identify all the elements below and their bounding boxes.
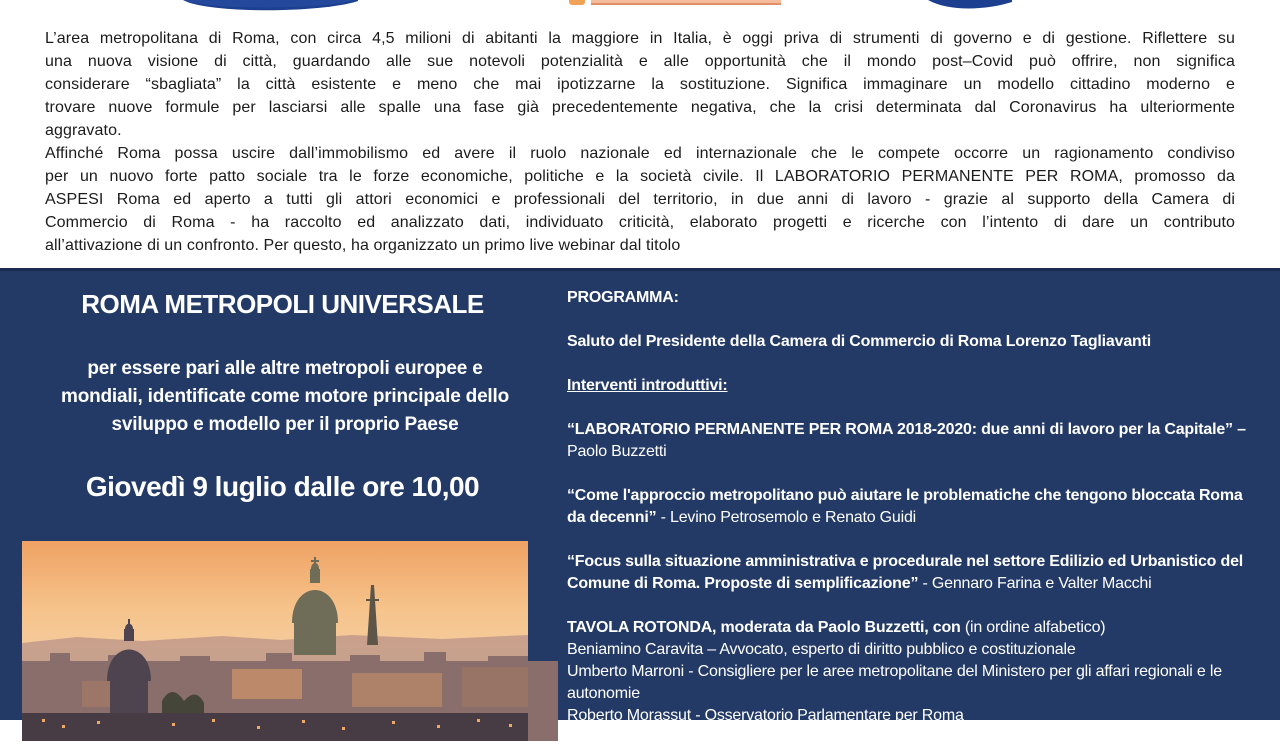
intro-line: all’attivazione di un confronto. Per questo, ha organizzato un primo live webinar dal titolo (45, 237, 681, 254)
intro-paragraph-1 (45, 27, 1235, 142)
intro-line: aggravato. (45, 122, 122, 139)
logo-fragment-bar-icon (591, 0, 781, 5)
event-band (0, 268, 1280, 746)
intro-paragraph-2 (45, 142, 1235, 257)
subtitle-line: per essere pari alle altre metropoli europee e (87, 358, 483, 379)
intro-line: considerare “sbagliata” la città esistente e meno che mai ipotizzarne la sostituzione. Significa immaginare un modello cittadino moderno e (45, 76, 1235, 93)
talk-3-speakers: - Gennaro Farina e Valter Macchi (918, 575, 1152, 592)
participant-line: Luca Montuori - Assessore all'Urbanistica Roma Capitale (567, 729, 960, 746)
subtitle-line: sviluppo e modello per il proprio Paese (111, 414, 459, 435)
event-subtitle (25, 355, 545, 439)
right-ellipse-arc-icon (928, 0, 1012, 9)
foreground-buildings (22, 713, 528, 741)
programma-panel (567, 287, 1247, 749)
header-logo-strip (0, 0, 1280, 18)
lit-building (352, 673, 442, 707)
lit-building (462, 667, 528, 707)
rome-skyline-photo (22, 541, 528, 741)
tavola-rotonda-section (567, 617, 1247, 749)
talk-2-speakers: - Levino Petrosemolo e Renato Guidi (656, 509, 917, 526)
interventi-label: Interventi introduttivi: (567, 377, 728, 394)
subtitle-line: mondiali, identificate come motore principale dello (61, 386, 509, 407)
talk-1 (567, 419, 1247, 463)
intro-line: trovare nuove formule per lasciarsi alle spalle una fase già precedentemente negativa, che la crisi determinata dal Coronavirus ha ulteriormente (45, 99, 1235, 116)
talk-3-title: “Focus sulla situazione amministrativa e procedurale nel settore Edilizio ed Urbanistico del Comune di Roma. Proposte di semplificazione” (567, 553, 1244, 592)
intro-line: una nuova visione di città, guardando alle sue notevoli potenzialità e alle opportunità che il mondo post–Covid può offrire, non significa (45, 53, 1235, 70)
talk-3 (567, 551, 1247, 595)
event-datetime: Giovedì 9 luglio dalle ore 10,00 (85, 471, 480, 502)
intro-line: L’area metropolitana di Roma, con circa 4,5 milioni di abitanti la maggiore in Italia, è oggi priva di strumenti di governo e di gestione. Riflettere su (45, 30, 1235, 47)
talk-2 (567, 485, 1247, 529)
tavola-rotonda-note: (in ordine alfabetico) (964, 619, 1106, 636)
tavola-rotonda-label: TAVOLA ROTONDA, moderata da Paolo Buzzetti, con (567, 619, 965, 636)
logo-fragment-orange-icon (569, 0, 585, 5)
talk-2-title: “Come l'approccio metropolitano può aiutare le problematiche che tengono bloccata Roma da decenni” (567, 487, 1243, 526)
intro-text (45, 27, 1235, 257)
participant-line: Roberto Morassut - Osservatorio Parlamentare per Roma (567, 707, 964, 724)
spire-crossbar (366, 599, 379, 601)
saluto-line: Saluto del Presidente della Camera di Commercio di Roma Lorenzo Tagliavanti (567, 333, 1151, 350)
intro-line: per un nuovo forte patto sociale tra le forze economiche, politiche e la società civile. Il LABORATORIO PERMANENTE PER ROMA, promosso da (45, 168, 1235, 185)
talk-1-title: “LABORATORIO PERMANENTE PER ROMA 2018-2020: due anni di lavoro per la Capitale” – (567, 421, 1246, 438)
participant-line: Beniamino Caravita – Avvocato, esperto di diritto pubblico e costituzionale (567, 641, 1076, 658)
programma-heading: PROGRAMMA: (567, 289, 679, 306)
intro-line: Affinché Roma possa uscire dall’immobilismo ed avere il ruolo nazionale ed internazionale che le compete occorre un ragionamento condiviso (45, 145, 1235, 162)
event-title: ROMA METROPOLI UNIVERSALE (81, 289, 484, 319)
talk-1-speakers: Paolo Buzzetti (567, 443, 667, 460)
lit-building (232, 669, 302, 699)
tavola-rotonda-line (567, 617, 1247, 639)
participant-line: Umberto Marroni - Consigliere per le aree metropolitane del Ministero per gli affari regionali e le autonomie (567, 663, 1222, 702)
intro-line: Commercio di Roma - ha raccolto ed analizzato dati, individuato criticità, elaborato progetti e ricerche con l’intento di dare un contributo (45, 214, 1235, 231)
intro-line: ASPESI Roma ed aperto a tutti gli attori economici e professionali del territorio, in due anni di lavoro - grazie al supporto della Camera di (45, 191, 1235, 208)
